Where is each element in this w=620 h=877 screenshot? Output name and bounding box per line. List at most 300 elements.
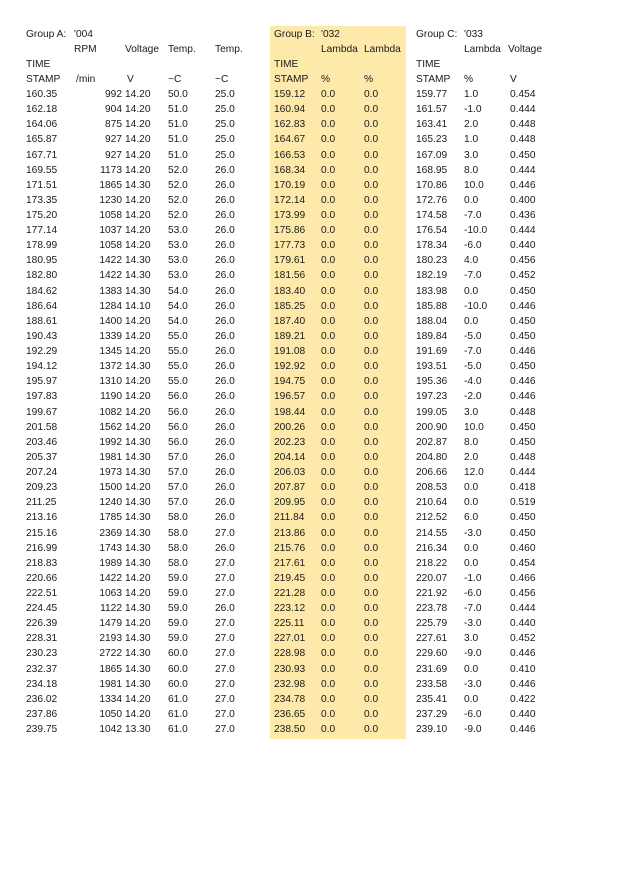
cell-c-time-stamp: 216.34 bbox=[416, 542, 448, 554]
cell-a-temp-1: 55.0 bbox=[168, 346, 188, 357]
cell-a-rpm: 1310 bbox=[99, 376, 122, 388]
cell-c-time-stamp: 199.05 bbox=[416, 406, 448, 418]
cell-c-time-stamp: 189.84 bbox=[416, 330, 448, 342]
cell-a-voltage: 14.30 bbox=[125, 179, 151, 191]
cell-a-voltage: 14.20 bbox=[125, 330, 151, 342]
cell-c-time-stamp: 208.53 bbox=[416, 482, 448, 494]
cell-a-voltage: 14.30 bbox=[125, 648, 151, 660]
cell-b-lambda-1: 0.0 bbox=[321, 451, 336, 463]
cell-a-rpm: 1422 bbox=[99, 572, 122, 584]
cell-c-lambda: -9.0 bbox=[464, 648, 482, 660]
cell-b-time-stamp: 189.21 bbox=[274, 330, 306, 342]
cell-c-time-stamp: 239.10 bbox=[416, 724, 448, 735]
cell-b-lambda-1: 0.0 bbox=[321, 179, 336, 191]
cell-a-temp-2: 26.0 bbox=[215, 467, 235, 478]
cell-a-time-stamp: 195.97 bbox=[26, 376, 58, 388]
cell-a-time-stamp: 188.61 bbox=[26, 315, 58, 327]
cell-a-rpm: 1345 bbox=[99, 346, 122, 357]
cell-c-time-stamp: 185.88 bbox=[416, 300, 448, 312]
cell-c-lambda: 2.0 bbox=[464, 451, 479, 463]
cell-a-temp-2: 26.0 bbox=[215, 315, 235, 327]
cell-b-lambda-1: 0.0 bbox=[321, 361, 336, 373]
cell-b-lambda-1: 0.0 bbox=[321, 270, 336, 282]
cell-b-time-stamp: 196.57 bbox=[274, 391, 306, 403]
cell-c-voltage: 0.444 bbox=[510, 164, 536, 176]
cell-b-time-stamp: 204.14 bbox=[274, 451, 306, 463]
cell-a-time-stamp: 173.35 bbox=[26, 194, 58, 206]
cell-c-voltage: 0.446 bbox=[510, 648, 536, 660]
cell-b-lambda-2: 0.0 bbox=[364, 603, 379, 615]
cell-c-voltage: 0.444 bbox=[510, 467, 536, 478]
cell-b-time-stamp: 230.93 bbox=[274, 663, 306, 675]
cell-b-lambda-2: 0.0 bbox=[364, 361, 379, 373]
cell-b-lambda-2: 0.0 bbox=[364, 315, 379, 327]
cell-c-voltage: 0.448 bbox=[510, 134, 536, 146]
cell-b-lambda-2: 0.0 bbox=[364, 618, 379, 630]
cell-a-temp-1: 59.0 bbox=[168, 633, 188, 645]
cell-a-voltage: 14.30 bbox=[125, 270, 151, 282]
cell-b-lambda-2: 0.0 bbox=[364, 512, 379, 524]
cell-c-time-stamp: 191.69 bbox=[416, 346, 448, 357]
cell-c-voltage: 0.418 bbox=[510, 482, 536, 494]
cell-b-lambda-2: 0.0 bbox=[364, 678, 379, 690]
cell-a-rpm: 904 bbox=[105, 104, 122, 116]
cell-a-temp-2: 26.0 bbox=[215, 497, 235, 509]
cell-a-time-stamp: 203.46 bbox=[26, 436, 58, 448]
cell-c-voltage: 0.450 bbox=[510, 527, 536, 539]
cell-a-rpm: 2722 bbox=[99, 648, 122, 660]
cell-b-lambda-2: 0.0 bbox=[364, 89, 379, 100]
cell-b-lambda-1: 0.0 bbox=[321, 391, 336, 403]
cell-a-temp-2: 27.0 bbox=[215, 527, 235, 539]
cell-a-temp-1: 59.0 bbox=[168, 618, 188, 630]
cell-a-rpm: 1422 bbox=[99, 270, 122, 282]
cell-a-temp-1: 57.0 bbox=[168, 451, 188, 463]
cell-a-voltage: 14.30 bbox=[125, 542, 151, 554]
cell-a-temp-1: 52.0 bbox=[168, 194, 188, 206]
header-b-l2-unit: % bbox=[364, 74, 374, 85]
cell-b-time-stamp: 194.75 bbox=[274, 376, 306, 388]
cell-a-rpm: 927 bbox=[105, 134, 122, 146]
cell-c-voltage: 0.452 bbox=[510, 270, 536, 282]
cell-a-voltage: 14.30 bbox=[125, 467, 151, 478]
cell-b-lambda-1: 0.0 bbox=[321, 436, 336, 448]
header-temp-2-unit: ~C bbox=[215, 74, 229, 85]
cell-c-voltage: 0.450 bbox=[510, 512, 536, 524]
header-temp-2: Temp. bbox=[215, 44, 243, 55]
cell-c-voltage: 0.446 bbox=[510, 391, 536, 403]
cell-a-temp-1: 56.0 bbox=[168, 436, 188, 448]
cell-a-rpm: 1042 bbox=[99, 724, 122, 735]
cell-a-voltage: 14.30 bbox=[125, 451, 151, 463]
cell-b-lambda-2: 0.0 bbox=[364, 708, 379, 720]
cell-a-temp-2: 26.0 bbox=[215, 512, 235, 524]
cell-b-time-stamp: 236.65 bbox=[274, 708, 306, 720]
cell-b-lambda-1: 0.0 bbox=[321, 572, 336, 584]
cell-c-time-stamp: 159.77 bbox=[416, 89, 448, 100]
cell-c-time-stamp: 172.76 bbox=[416, 194, 448, 206]
cell-b-lambda-1: 0.0 bbox=[321, 285, 336, 297]
cell-a-rpm: 1562 bbox=[99, 421, 122, 433]
cell-b-time-stamp: 159.12 bbox=[274, 89, 306, 100]
cell-a-temp-2: 26.0 bbox=[215, 210, 235, 221]
cell-a-temp-1: 59.0 bbox=[168, 603, 188, 615]
cell-a-temp-1: 51.0 bbox=[168, 149, 188, 161]
cell-b-time-stamp: 179.61 bbox=[274, 255, 306, 267]
cell-a-voltage: 14.20 bbox=[125, 406, 151, 418]
header-a-stamp: STAMP bbox=[26, 74, 61, 85]
cell-a-temp-2: 26.0 bbox=[215, 285, 235, 297]
cell-a-time-stamp: 234.18 bbox=[26, 678, 58, 690]
cell-b-lambda-2: 0.0 bbox=[364, 164, 379, 176]
cell-b-time-stamp: 221.28 bbox=[274, 588, 306, 599]
cell-c-lambda: 10.0 bbox=[464, 179, 484, 191]
cell-b-lambda-1: 0.0 bbox=[321, 557, 336, 569]
cell-b-lambda-2: 0.0 bbox=[364, 421, 379, 433]
cell-a-rpm: 1230 bbox=[99, 194, 122, 206]
cell-a-temp-2: 26.0 bbox=[215, 482, 235, 494]
cell-b-lambda-2: 0.0 bbox=[364, 451, 379, 463]
cell-b-lambda-2: 0.0 bbox=[364, 588, 379, 599]
cell-c-voltage: 0.448 bbox=[510, 119, 536, 131]
cell-c-voltage: 0.454 bbox=[510, 89, 536, 100]
cell-c-voltage: 0.450 bbox=[510, 285, 536, 297]
cell-a-voltage: 14.20 bbox=[125, 588, 151, 599]
cell-c-voltage: 0.450 bbox=[510, 436, 536, 448]
cell-b-time-stamp: 206.03 bbox=[274, 467, 306, 478]
cell-a-time-stamp: 180.95 bbox=[26, 255, 58, 267]
cell-b-lambda-1: 0.0 bbox=[321, 330, 336, 342]
cell-a-temp-1: 52.0 bbox=[168, 179, 188, 191]
cell-b-lambda-2: 0.0 bbox=[364, 633, 379, 645]
cell-a-time-stamp: 205.37 bbox=[26, 451, 58, 463]
cell-a-temp-1: 56.0 bbox=[168, 421, 188, 433]
cell-c-lambda: -7.0 bbox=[464, 210, 482, 221]
cell-a-voltage: 14.30 bbox=[125, 603, 151, 615]
cell-b-time-stamp: 191.08 bbox=[274, 346, 306, 357]
cell-b-lambda-1: 0.0 bbox=[321, 104, 336, 116]
cell-a-rpm: 1058 bbox=[99, 240, 122, 252]
cell-a-temp-2: 26.0 bbox=[215, 406, 235, 418]
cell-c-time-stamp: 223.78 bbox=[416, 603, 448, 615]
cell-a-temp-1: 59.0 bbox=[168, 572, 188, 584]
cell-a-time-stamp: 162.18 bbox=[26, 104, 58, 116]
cell-c-time-stamp: 161.57 bbox=[416, 104, 448, 116]
group-a-label: Group A: bbox=[26, 29, 67, 40]
cell-a-temp-1: 61.0 bbox=[168, 708, 188, 720]
cell-a-temp-2: 26.0 bbox=[215, 194, 235, 206]
cell-b-lambda-1: 0.0 bbox=[321, 693, 336, 705]
cell-a-rpm: 1372 bbox=[99, 361, 122, 373]
cell-b-lambda-1: 0.0 bbox=[321, 708, 336, 720]
cell-c-time-stamp: 221.92 bbox=[416, 588, 448, 599]
cell-c-voltage: 0.400 bbox=[510, 194, 536, 206]
cell-b-lambda-2: 0.0 bbox=[364, 527, 379, 539]
cell-a-temp-2: 26.0 bbox=[215, 542, 235, 554]
cell-a-temp-2: 26.0 bbox=[215, 451, 235, 463]
cell-a-rpm: 1743 bbox=[99, 542, 122, 554]
cell-c-lambda: -3.0 bbox=[464, 618, 482, 630]
cell-c-time-stamp: 170.86 bbox=[416, 179, 448, 191]
cell-b-lambda-1: 0.0 bbox=[321, 588, 336, 599]
cell-c-lambda: -7.0 bbox=[464, 346, 482, 357]
cell-a-time-stamp: 197.83 bbox=[26, 391, 58, 403]
cell-a-temp-2: 26.0 bbox=[215, 240, 235, 252]
cell-a-voltage: 14.30 bbox=[125, 678, 151, 690]
cell-a-rpm: 1240 bbox=[99, 497, 122, 509]
cell-a-time-stamp: 230.23 bbox=[26, 648, 58, 660]
cell-c-lambda: -5.0 bbox=[464, 330, 482, 342]
cell-b-lambda-2: 0.0 bbox=[364, 557, 379, 569]
cell-a-time-stamp: 160.35 bbox=[26, 89, 58, 100]
cell-c-voltage: 0.450 bbox=[510, 361, 536, 373]
group-c-id: '033 bbox=[464, 29, 483, 40]
cell-a-voltage: 14.30 bbox=[125, 361, 151, 373]
cell-a-temp-2: 26.0 bbox=[215, 376, 235, 388]
cell-a-time-stamp: 209.23 bbox=[26, 482, 58, 494]
cell-b-lambda-2: 0.0 bbox=[364, 104, 379, 116]
cell-b-lambda-2: 0.0 bbox=[364, 482, 379, 494]
cell-a-rpm: 1785 bbox=[99, 512, 122, 524]
cell-a-voltage: 14.20 bbox=[125, 89, 151, 100]
cell-c-lambda: -4.0 bbox=[464, 376, 482, 388]
cell-a-temp-2: 27.0 bbox=[215, 724, 235, 735]
cell-c-time-stamp: 182.19 bbox=[416, 270, 448, 282]
cell-a-temp-2: 27.0 bbox=[215, 618, 235, 630]
cell-b-time-stamp: 183.40 bbox=[274, 285, 306, 297]
cell-c-lambda: 0.0 bbox=[464, 663, 479, 675]
cell-b-time-stamp: 227.01 bbox=[274, 633, 306, 645]
cell-c-lambda: 1.0 bbox=[464, 89, 479, 100]
cell-b-lambda-2: 0.0 bbox=[364, 330, 379, 342]
header-b-lambda-1: Lambda bbox=[321, 44, 358, 55]
cell-c-time-stamp: 220.07 bbox=[416, 572, 448, 584]
group-b-label: Group B: bbox=[274, 29, 315, 40]
header-c-voltage: Voltage bbox=[508, 44, 542, 55]
cell-a-rpm: 1339 bbox=[99, 330, 122, 342]
cell-b-lambda-2: 0.0 bbox=[364, 406, 379, 418]
cell-a-time-stamp: 167.71 bbox=[26, 149, 58, 161]
cell-c-voltage: 0.450 bbox=[510, 421, 536, 433]
cell-a-temp-1: 57.0 bbox=[168, 482, 188, 494]
cell-b-time-stamp: 192.92 bbox=[274, 361, 306, 373]
cell-c-time-stamp: 204.80 bbox=[416, 451, 448, 463]
cell-a-voltage: 14.30 bbox=[125, 512, 151, 524]
cell-b-lambda-1: 0.0 bbox=[321, 225, 336, 237]
group-c-label: Group C: bbox=[416, 29, 458, 40]
cell-b-lambda-2: 0.0 bbox=[364, 194, 379, 206]
cell-a-voltage: 13.30 bbox=[125, 724, 151, 735]
cell-a-temp-1: 60.0 bbox=[168, 648, 188, 660]
cell-a-voltage: 14.30 bbox=[125, 527, 151, 539]
cell-a-voltage: 14.20 bbox=[125, 693, 151, 705]
cell-a-time-stamp: 186.64 bbox=[26, 300, 58, 312]
cell-b-lambda-2: 0.0 bbox=[364, 497, 379, 509]
cell-b-lambda-1: 0.0 bbox=[321, 724, 336, 735]
cell-b-time-stamp: 168.34 bbox=[274, 164, 306, 176]
group-a-id: '004 bbox=[74, 29, 93, 40]
cell-a-voltage: 14.30 bbox=[125, 633, 151, 645]
cell-a-temp-2: 26.0 bbox=[215, 391, 235, 403]
cell-a-voltage: 14.20 bbox=[125, 149, 151, 161]
cell-b-lambda-1: 0.0 bbox=[321, 149, 336, 161]
cell-a-voltage: 14.20 bbox=[125, 194, 151, 206]
cell-b-time-stamp: 181.56 bbox=[274, 270, 306, 282]
cell-b-lambda-2: 0.0 bbox=[364, 285, 379, 297]
cell-a-temp-2: 26.0 bbox=[215, 270, 235, 282]
cell-a-temp-1: 57.0 bbox=[168, 467, 188, 478]
cell-a-rpm: 1422 bbox=[99, 255, 122, 267]
cell-c-lambda: 6.0 bbox=[464, 512, 479, 524]
cell-a-voltage: 14.20 bbox=[125, 240, 151, 252]
cell-c-lambda: 0.0 bbox=[464, 497, 479, 509]
cell-a-temp-2: 26.0 bbox=[215, 164, 235, 176]
cell-a-temp-2: 26.0 bbox=[215, 603, 235, 615]
cell-a-temp-2: 27.0 bbox=[215, 678, 235, 690]
cell-c-lambda: -9.0 bbox=[464, 724, 482, 735]
cell-b-time-stamp: 207.87 bbox=[274, 482, 306, 494]
cell-b-lambda-1: 0.0 bbox=[321, 497, 336, 509]
cell-c-time-stamp: 180.23 bbox=[416, 255, 448, 267]
cell-a-temp-1: 57.0 bbox=[168, 497, 188, 509]
cell-a-rpm: 1063 bbox=[99, 588, 122, 599]
cell-a-time-stamp: 222.51 bbox=[26, 588, 58, 599]
cell-b-lambda-1: 0.0 bbox=[321, 678, 336, 690]
cell-a-time-stamp: 211.25 bbox=[26, 497, 57, 509]
cell-a-voltage: 14.20 bbox=[125, 572, 151, 584]
cell-a-time-stamp: 216.99 bbox=[26, 542, 58, 554]
cell-a-temp-1: 55.0 bbox=[168, 330, 188, 342]
cell-a-voltage: 14.20 bbox=[125, 104, 151, 116]
cell-c-lambda: -3.0 bbox=[464, 527, 482, 539]
cell-b-lambda-1: 0.0 bbox=[321, 255, 336, 267]
cell-b-lambda-2: 0.0 bbox=[364, 346, 379, 357]
cell-a-rpm: 1082 bbox=[99, 406, 122, 418]
cell-a-rpm: 1058 bbox=[99, 210, 122, 221]
cell-a-temp-1: 58.0 bbox=[168, 512, 188, 524]
cell-a-voltage: 14.20 bbox=[125, 618, 151, 630]
cell-a-time-stamp: 175.20 bbox=[26, 210, 58, 221]
cell-b-time-stamp: 162.83 bbox=[274, 119, 306, 131]
cell-a-voltage: 14.20 bbox=[125, 391, 151, 403]
cell-a-temp-2: 26.0 bbox=[215, 300, 235, 312]
cell-a-temp-1: 59.0 bbox=[168, 588, 188, 599]
cell-a-temp-2: 25.0 bbox=[215, 104, 235, 116]
cell-a-temp-1: 56.0 bbox=[168, 391, 188, 403]
cell-c-lambda: 0.0 bbox=[464, 194, 479, 206]
cell-a-temp-1: 51.0 bbox=[168, 104, 188, 116]
cell-b-lambda-2: 0.0 bbox=[364, 179, 379, 191]
cell-c-time-stamp: 197.23 bbox=[416, 391, 448, 403]
cell-a-rpm: 1122 bbox=[100, 603, 122, 615]
cell-c-lambda: 0.0 bbox=[464, 557, 479, 569]
cell-c-lambda: -5.0 bbox=[464, 361, 482, 373]
cell-a-temp-1: 56.0 bbox=[168, 406, 188, 418]
cell-a-time-stamp: 192.29 bbox=[26, 346, 58, 357]
cell-a-temp-2: 26.0 bbox=[215, 255, 235, 267]
cell-a-voltage: 14.20 bbox=[125, 225, 151, 237]
cell-a-voltage: 14.20 bbox=[125, 119, 151, 131]
cell-c-lambda: -6.0 bbox=[464, 588, 482, 599]
cell-c-time-stamp: 212.52 bbox=[416, 512, 448, 524]
cell-b-lambda-2: 0.0 bbox=[364, 467, 379, 478]
cell-c-voltage: 0.440 bbox=[510, 240, 536, 252]
cell-a-time-stamp: 199.67 bbox=[26, 406, 58, 418]
cell-a-time-stamp: 239.75 bbox=[26, 724, 58, 735]
cell-a-time-stamp: 218.83 bbox=[26, 557, 58, 569]
cell-c-time-stamp: 214.55 bbox=[416, 527, 448, 539]
cell-c-lambda: 8.0 bbox=[464, 436, 479, 448]
cell-a-time-stamp: 194.12 bbox=[26, 361, 58, 373]
cell-a-time-stamp: 184.62 bbox=[26, 285, 58, 297]
cell-c-voltage: 0.446 bbox=[510, 179, 536, 191]
header-temp-1: Temp. bbox=[168, 44, 196, 55]
cell-b-time-stamp: 232.98 bbox=[274, 678, 306, 690]
cell-b-lambda-1: 0.0 bbox=[321, 467, 336, 478]
cell-b-lambda-2: 0.0 bbox=[364, 149, 379, 161]
cell-b-time-stamp: 200.26 bbox=[274, 421, 306, 433]
cell-a-voltage: 14.20 bbox=[125, 376, 151, 388]
cell-a-temp-2: 26.0 bbox=[215, 225, 235, 237]
cell-b-lambda-1: 0.0 bbox=[321, 527, 336, 539]
cell-c-voltage: 0.440 bbox=[510, 618, 536, 630]
cell-a-time-stamp: 220.66 bbox=[26, 572, 58, 584]
cell-b-time-stamp: 238.50 bbox=[274, 724, 306, 735]
cell-b-lambda-1: 0.0 bbox=[321, 376, 336, 388]
cell-c-voltage: 0.444 bbox=[510, 603, 536, 615]
header-volt-unit: V bbox=[127, 74, 134, 85]
cell-a-time-stamp: 201.58 bbox=[26, 421, 58, 433]
cell-c-lambda: -10.0 bbox=[464, 300, 488, 312]
cell-b-lambda-2: 0.0 bbox=[364, 648, 379, 660]
cell-c-lambda: -2.0 bbox=[464, 391, 482, 403]
cell-b-lambda-2: 0.0 bbox=[364, 542, 379, 554]
cell-c-time-stamp: 167.09 bbox=[416, 149, 448, 161]
cell-c-voltage: 0.448 bbox=[510, 451, 536, 463]
cell-c-lambda: 0.0 bbox=[464, 285, 479, 297]
cell-c-time-stamp: 174.58 bbox=[416, 210, 448, 221]
cell-a-voltage: 14.20 bbox=[125, 708, 151, 720]
cell-b-lambda-2: 0.0 bbox=[364, 724, 379, 735]
cell-b-lambda-2: 0.0 bbox=[364, 210, 379, 221]
cell-b-time-stamp: 211.84 bbox=[274, 512, 305, 524]
cell-a-rpm: 1190 bbox=[100, 391, 122, 403]
cell-c-time-stamp: 233.58 bbox=[416, 678, 448, 690]
cell-a-temp-2: 27.0 bbox=[215, 557, 235, 569]
header-rpm: RPM bbox=[74, 44, 97, 55]
cell-a-voltage: 14.30 bbox=[125, 285, 151, 297]
cell-b-time-stamp: 164.67 bbox=[274, 134, 306, 146]
cell-a-voltage: 14.30 bbox=[125, 497, 151, 509]
cell-a-temp-2: 27.0 bbox=[215, 572, 235, 584]
cell-b-lambda-1: 0.0 bbox=[321, 648, 336, 660]
cell-c-time-stamp: 227.61 bbox=[416, 633, 448, 645]
cell-c-time-stamp: 195.36 bbox=[416, 376, 448, 388]
cell-a-rpm: 1479 bbox=[99, 618, 122, 630]
cell-c-time-stamp: 200.90 bbox=[416, 421, 448, 433]
cell-a-rpm: 1173 bbox=[100, 164, 122, 176]
cell-c-lambda: 0.0 bbox=[464, 542, 479, 554]
cell-c-voltage: 0.446 bbox=[510, 724, 536, 735]
cell-a-temp-1: 51.0 bbox=[168, 119, 188, 131]
cell-a-rpm: 927 bbox=[105, 149, 122, 161]
cell-c-voltage: 0.519 bbox=[510, 497, 536, 509]
cell-b-time-stamp: 177.73 bbox=[274, 240, 306, 252]
cell-a-temp-2: 27.0 bbox=[215, 588, 235, 599]
cell-c-voltage: 0.444 bbox=[510, 225, 536, 237]
cell-b-lambda-2: 0.0 bbox=[364, 436, 379, 448]
cell-b-lambda-1: 0.0 bbox=[321, 346, 336, 357]
